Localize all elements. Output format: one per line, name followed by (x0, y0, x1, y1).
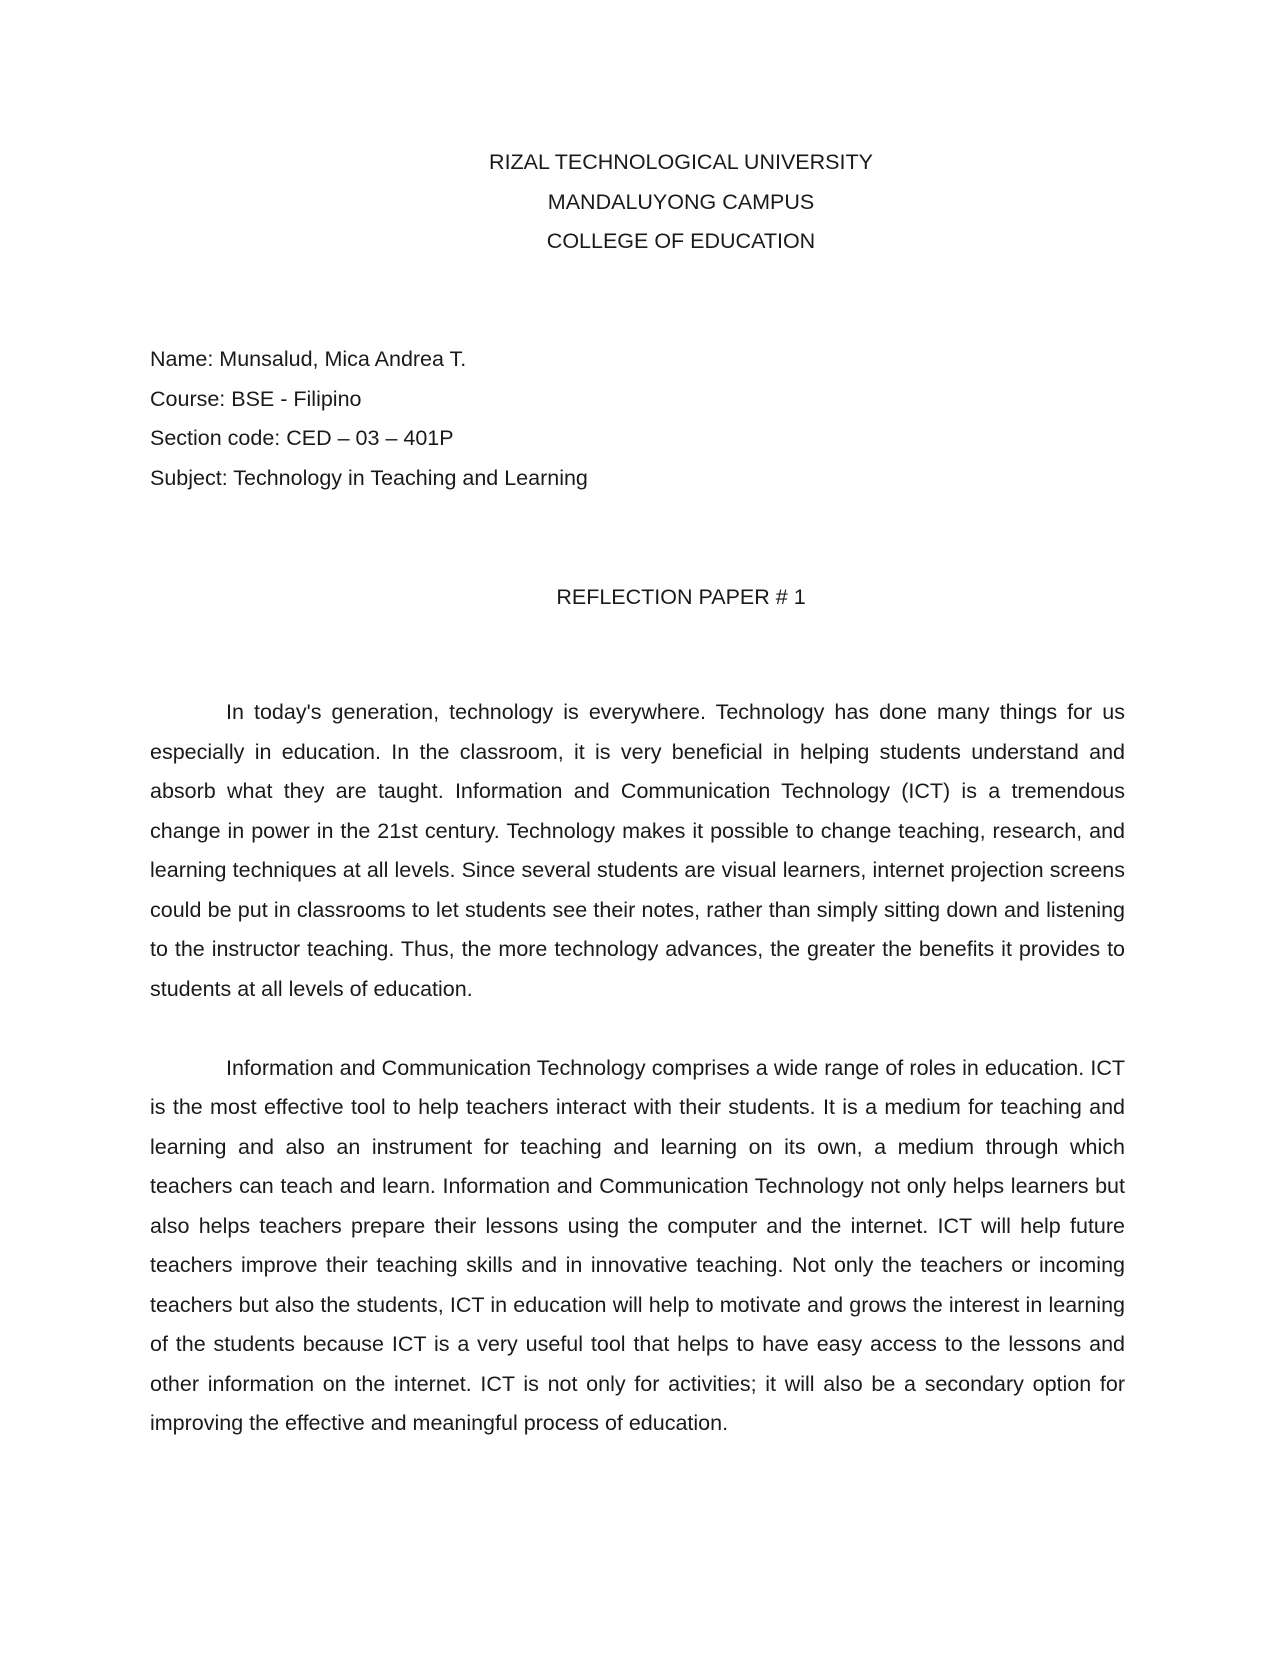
student-name: Name: Munsalud, Mica Andrea T. (150, 347, 467, 371)
college-name: COLLEGE OF EDUCATION (546, 229, 816, 253)
university-name: RIZAL TECHNOLOGICAL UNIVERSITY (489, 150, 873, 174)
student-info (150, 340, 588, 498)
document-header (0, 143, 1280, 262)
document-body (150, 693, 1125, 1483)
student-subject: Subject: Technology in Teaching and Learning (150, 465, 588, 490)
document-title-block (0, 578, 1280, 618)
campus-name: MANDALUYONG CAMPUS (547, 189, 815, 214)
body-paragraph: Information and Communication Technology comprises a wide range of roles in education. ICT is the most effective tool to help teachers interact with their students. It is a medium for teaching and learning and also an instrument for teaching and learning on its own, a medium through which teachers can teach and learn. Information and Communication Technology not only helps learners but also helps teachers prepare their lessons using the computer and the internet. ICT will help future teachers improve their teaching skills and in innovative teaching. Not only the teachers or incoming teachers but also the students, ICT in education will help to motivate and grows the interest in learning of the students because ICT is a very useful tool that helps to have easy access to the lessons and other information on the internet. ICT is not only for activities; it will also be a secondary option for improving the effective and meaningful process of education. (150, 1055, 1125, 1435)
student-section: Section code: CED – 03 – 401P (150, 426, 454, 450)
document-title: REFLECTION PAPER # 1 (556, 585, 806, 609)
body-paragraph: In today's generation, technology is everywhere. Technology has done many things for us especially in education. In the classroom, it is very beneficial in helping students understand and absorb what they are taught. Information and Communication Technology (ICT) is a tremendous change in power in the 21st century. Technology makes it possible to change teaching, research, and learning techniques at all levels. Since several students are visual learners, internet projection screens could be put in classrooms to let students see their notes, rather than simply sitting down and listening to the instructor teaching. Thus, the more technology advances, the greater the benefits it provides to students at all levels of education. (150, 700, 1125, 1001)
student-course: Course: BSE - Filipino (150, 386, 362, 411)
